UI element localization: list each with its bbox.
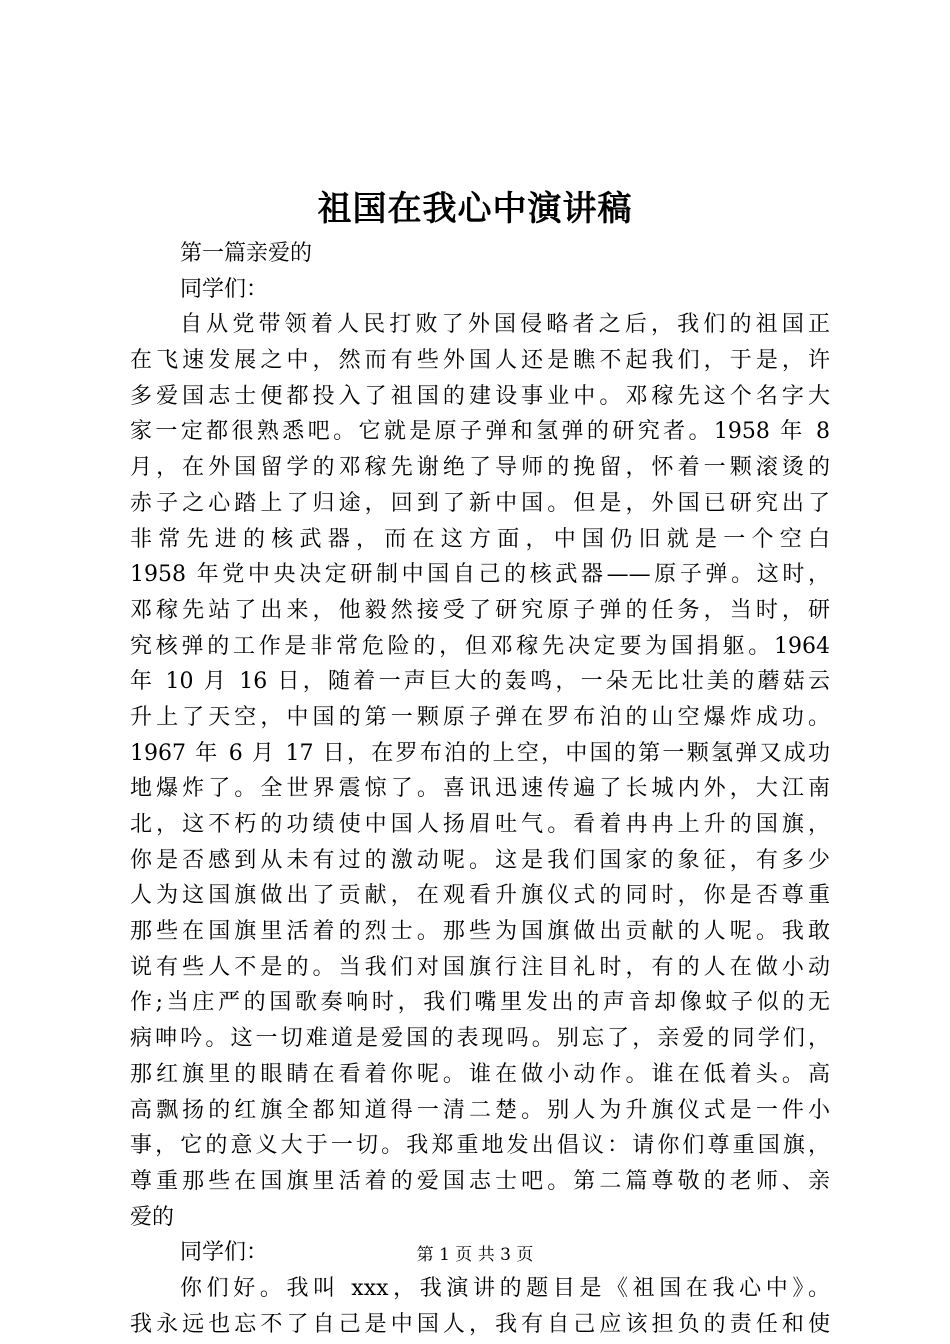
text-line: 赤子之心踏上了归途，回到了新中国。但是，外国已研究出了 bbox=[130, 490, 830, 516]
text-line: 1967 年 6 月 17 日，在罗布泊的上空，中国的第一颗氢弹又成功 bbox=[130, 740, 830, 766]
text-line: 1958 年党中央决定研制中国自己的核武器——原子弹。这时， bbox=[130, 562, 830, 588]
text-line: 人为这国旗做出了贡献，在观看升旗仪式的同时，你是否尊重 bbox=[130, 883, 830, 909]
text-line: 你是否感到从未有过的激动呢。这是我们国家的象征，有多少 bbox=[130, 847, 830, 873]
text-line: 病呻吟。这一切难道是爱国的表现吗。别忘了，亲爱的同学们， bbox=[130, 1026, 830, 1052]
text-line: 那些在国旗里活着的烈士。那些为国旗做出贡献的人呢。我敢 bbox=[130, 919, 830, 945]
text-line: 究核弹的工作是非常危险的，但邓稼先决定要为国捐躯。1964 bbox=[130, 633, 830, 659]
text-line: 北，这不朽的功绩使中国人扬眉吐气。看着冉冉上升的国旗， bbox=[130, 812, 830, 837]
text-line: 年 10 月 16 日，随着一声巨大的轰鸣，一朵无比壮美的蘑菇云 bbox=[130, 669, 830, 695]
text-line: 在飞速发展之中，然而有些外国人还是瞧不起我们，于是，许 bbox=[130, 348, 830, 374]
text-line: 尊重那些在国旗里活着的爱国志士吧。第二篇尊敬的老师、亲 bbox=[130, 1168, 830, 1194]
text-line: 同学们： bbox=[180, 276, 269, 302]
text-line: 第一篇亲爱的 bbox=[180, 241, 313, 266]
text-line: 邓稼先站了出来，他毅然接受了研究原子弹的任务，当时，研 bbox=[130, 597, 830, 623]
text-line: 那红旗里的眼睛在看着你呢。谁在做小动作。谁在低着头。高 bbox=[130, 1061, 830, 1087]
text-line: 爱的 bbox=[130, 1204, 175, 1230]
text-line: 非常先进的核武器，而在这方面，中国仍旧就是一个空白 bbox=[130, 526, 830, 552]
text-line: 你们好。我叫 xxx，我演讲的题目是《祖国在我心中》。 bbox=[180, 1275, 830, 1301]
text-line: 多爱国志士便都投入了祖国的建设事业中。邓稼先这个名字大 bbox=[130, 383, 830, 409]
text-line: 自从党带领着人民打败了外国侵略者之后，我们的祖国正 bbox=[180, 312, 830, 338]
text-line: 升上了天空，中国的第一颗原子弹在罗布泊的山空爆炸成功。 bbox=[130, 704, 830, 730]
text-line: 作;当庄严的国歌奏响时，我们嘴里发出的声音却像蚊子似的无 bbox=[130, 990, 830, 1016]
text-line: 事，它的意义大于一切。我郑重地发出倡议：请你们尊重国旗， bbox=[130, 1133, 830, 1159]
page-footer: 第 1 页 共 3 页 bbox=[416, 1245, 534, 1265]
text-line: 高飘扬的红旗全都知道得一清二楚。别人为升旗仪式是一件小 bbox=[130, 1097, 830, 1123]
text-line: 地爆炸了。全世界震惊了。喜讯迅速传遍了长城内外，大江南 bbox=[130, 776, 830, 802]
document-title: 祖国在我心中演讲稿 bbox=[317, 189, 633, 229]
text-line: 家一定都很熟悉吧。它就是原子弹和氢弹的研究者。1958 年 8 bbox=[130, 419, 830, 445]
document-body bbox=[130, 236, 830, 1342]
text-line: 说有些人不是的。当我们对国旗行注目礼时，有的人在做小动 bbox=[130, 954, 830, 980]
text-line: 同学们： bbox=[180, 1240, 269, 1266]
text-line: 月，在外国留学的邓稼先谢绝了导师的挽留，怀着一颗滚烫的 bbox=[130, 455, 830, 481]
text-line: 我永远也忘不了自己是中国人，我有自己应该担负的责任和使 bbox=[130, 1311, 830, 1337]
